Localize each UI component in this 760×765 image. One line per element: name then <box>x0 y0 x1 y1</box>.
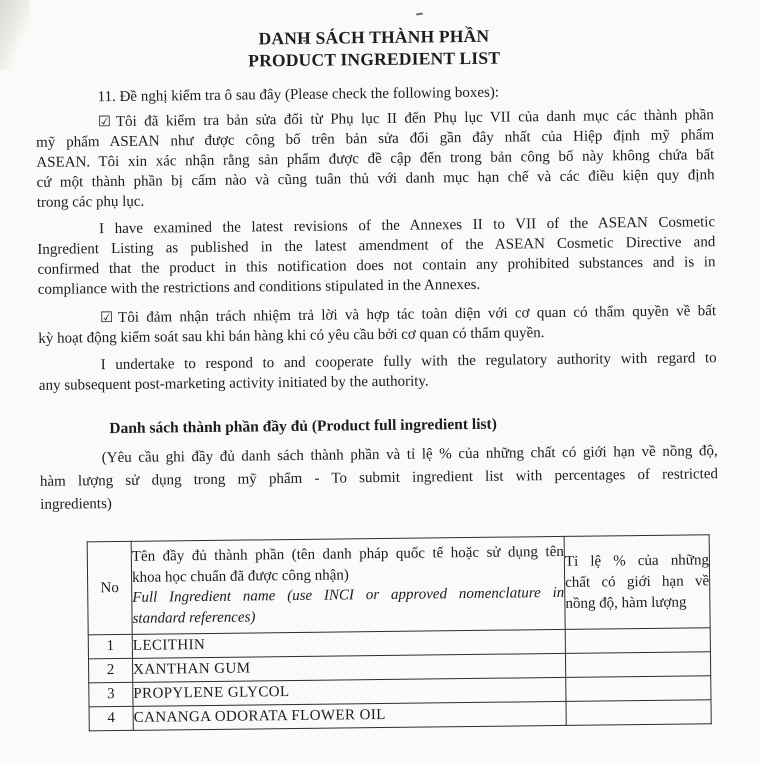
ingredient-percentage <box>565 628 710 654</box>
text-line: mỹ phẩm ASEAN như được công bố trên bản sửa đổi gần đây nhất của Hiệp định mỹ phẩm <box>36 127 715 151</box>
text-line: hàm lượng sử dụng trong mỹ phẩm - To submit ingredient list with percentages of restricted <box>39 466 719 490</box>
checkbox-checked-icon: ☑ <box>97 114 111 131</box>
text-line: I undertake to respond to and cooperate fully with the regulatory authority with regard to <box>100 350 717 374</box>
ingredient-name: PROPYLENE GLYCOL <box>133 677 566 706</box>
checkbox-instruction: 11. Đề nghị kiểm tra ô sau đây (Please check the following boxes): <box>97 84 500 106</box>
ingredient-percentage <box>565 652 710 678</box>
paragraph-text: Tôi đã kiểm tra bản sửa đổi từ Phụ lục II đến Phụ lục VII của danh mục các thành phần <box>115 107 714 130</box>
ingredient-list-heading: Danh sách thành phần đầy đủ (Product full ingredient list) <box>109 415 497 438</box>
text-line: Tên đầy đủ thành phần (tên danh pháp quốc tế hoặc sử dụng tên <box>131 543 564 565</box>
text-line: ASEAN. Tôi xin xác nhận rằng sản phẩm được đề cập đến trong bản công bố này không chứa bất <box>36 147 715 171</box>
text-line: any subsequent post-marketing activity initiated by the authority. <box>38 373 429 394</box>
ingredient-number: 4 <box>89 706 133 730</box>
ingredient-table <box>87 534 712 731</box>
text-line: ingredients) <box>40 496 112 513</box>
text-line: cứ một thành phần bị cấm nào và cũng tuân thủ với danh mục hạn chế và các điều kiện quy định <box>36 167 715 191</box>
document-title-vietnamese: DANH SÁCH THÀNH PHẦN <box>258 25 490 49</box>
ingredient-number: 3 <box>89 682 133 706</box>
text-line: nồng độ, hàm lượng <box>565 594 687 612</box>
document-title-english: PRODUCT INGREDIENT LIST <box>248 47 501 71</box>
text-line: I have examined the latest revisions of the Annexes II to VII of the ASEAN Cosmetic <box>99 214 716 238</box>
table-header-ingredient-name <box>131 536 565 634</box>
checkbox-checked-icon: ☑ <box>100 310 114 327</box>
declaration-1-vietnamese <box>36 105 715 213</box>
ingredient-list-note <box>40 440 719 517</box>
document-title <box>35 22 713 74</box>
declaration-1-english <box>37 212 716 300</box>
ingredient-name: LECITHIN <box>132 629 565 658</box>
ingredient-name: XANTHAN GUM <box>132 653 565 682</box>
text-line: chất có giới hạn về <box>565 572 710 591</box>
ingredient-percentage <box>566 700 711 726</box>
ingredient-percentage <box>566 676 711 702</box>
ingredient-number: 2 <box>88 658 132 682</box>
text-line: standard references) <box>132 608 256 627</box>
text-line: confirmed that the product in this notification does not contain any prohibited substances and is in <box>37 254 716 278</box>
text-line: Tỉ lệ % của những <box>564 551 709 570</box>
text-line: Ingredient Listing as published in the latest amendment of the ASEAN Cosmetic Directive and <box>37 234 716 258</box>
table-header-percentage <box>564 535 710 630</box>
text-line: (Yêu cầu ghi đầy đủ danh sách thành phần và tỉ lệ % của những chất có giới hạn về nồng độ, <box>101 443 718 467</box>
paragraph-text: Tôi đảm nhận trách nhiệm trả lời và hợp tác toàn diện với cơ quan có thẩm quyền về bất <box>118 303 717 326</box>
declaration-2-english <box>39 348 717 396</box>
text-line: Full Ingredient name (use INCI or approved nomenclature in <box>132 584 565 606</box>
ingredient-number: 1 <box>88 634 132 658</box>
declaration-2-vietnamese <box>38 301 716 349</box>
text-line: trong các phụ lục. <box>36 193 145 211</box>
text-line: kỳ hoạt động kiểm soát sau khi bán hàng khi có yêu cầu bởi cơ quan có thẩm quyền. <box>38 325 545 347</box>
text-line: compliance with the restrictions and conditions stipulated in the Annexes. <box>37 276 481 298</box>
text-line: khoa học chuẩn đã được công nhận) <box>131 566 349 586</box>
ingredient-name: CANANGA ODORATA FLOWER OIL <box>133 701 566 730</box>
table-header-no: No <box>87 541 132 634</box>
table-header-row <box>87 535 710 635</box>
